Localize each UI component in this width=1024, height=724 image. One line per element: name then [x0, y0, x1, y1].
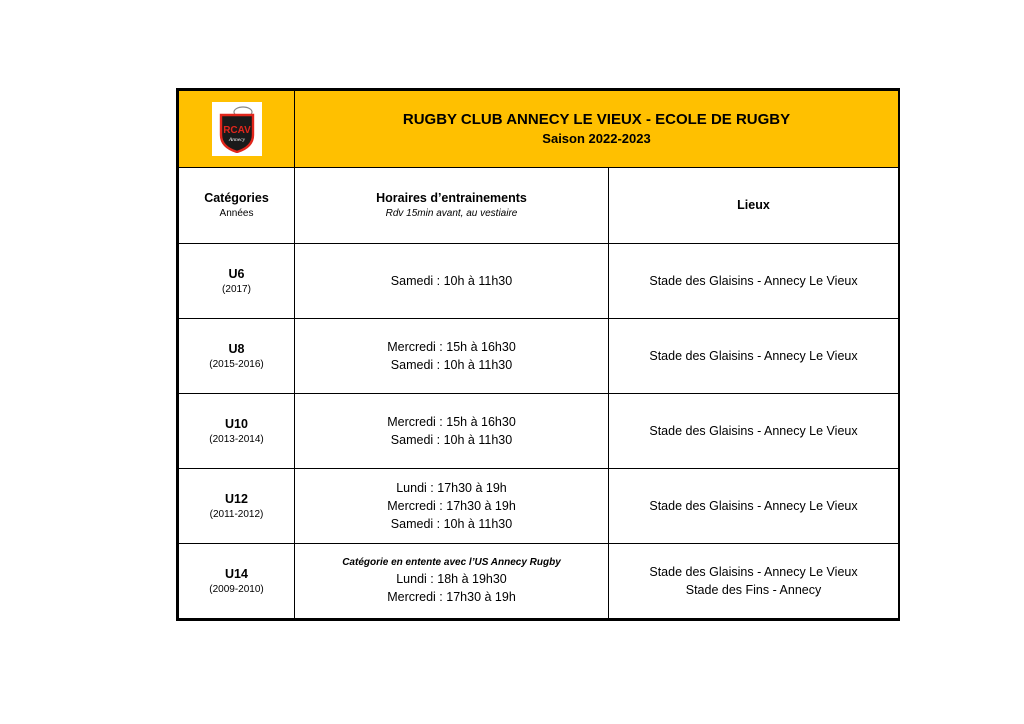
category-header-title: Catégories: [204, 191, 269, 205]
schedule-cell: [295, 544, 609, 619]
location-cell: [609, 469, 899, 544]
category-cell: [179, 394, 295, 469]
schedule-line: Samedi : 10h à 11h30: [390, 358, 513, 372]
location-line: Stade des Glaisins - Annecy Le Vieux: [649, 349, 858, 363]
location-line: Stade des Glaisins - Annecy Le Vieux: [649, 499, 858, 513]
location-line: Stade des Glaisins - Annecy Le Vieux: [649, 565, 858, 579]
schedule-header-sub: Rdv 15min avant, au vestiaire: [385, 208, 518, 219]
logo-text: RCAV: [222, 125, 251, 136]
page-title: RUGBY CLUB ANNECY LE VIEUX - ECOLE DE RUGBY: [402, 111, 791, 128]
location-cell: [609, 394, 899, 469]
category-cell: [179, 319, 295, 394]
table-row: [179, 394, 899, 469]
category-name: U14: [225, 566, 248, 581]
location-cell: [609, 244, 899, 319]
category-name: U8: [228, 341, 245, 356]
location-cell: [609, 319, 899, 394]
location-cell: [609, 544, 899, 619]
location-line: Stade des Glaisins - Annecy Le Vieux: [649, 424, 858, 438]
schedule-sheet: [176, 88, 900, 621]
header-row: [179, 91, 899, 168]
location-line: Stade des Glaisins - Annecy Le Vieux: [649, 274, 858, 288]
schedule-header: [295, 168, 609, 244]
schedule-line: Samedi : 10h à 11h30: [390, 433, 513, 447]
schedule-cell: [295, 394, 609, 469]
category-years: (2015-2016): [209, 358, 264, 370]
schedule-line: Lundi : 18h à 19h30: [396, 572, 507, 586]
category-name: U12: [225, 491, 248, 506]
title-cell: [295, 91, 899, 168]
schedule-cell: [295, 244, 609, 319]
schedule-line: Mercredi : 17h30 à 19h: [387, 590, 516, 604]
schedule-header-title: Horaires d’entrainements: [376, 191, 527, 205]
category-years: (2013-2014): [209, 433, 264, 445]
category-header: [179, 168, 295, 244]
location-line: Stade des Fins - Annecy: [685, 583, 822, 597]
table-row: [179, 469, 899, 544]
schedule-line: Mercredi : 17h30 à 19h: [387, 499, 516, 513]
category-header-sub: Années: [219, 208, 254, 219]
table-row: [179, 544, 899, 619]
table-row: [179, 319, 899, 394]
location-header: [609, 168, 899, 244]
schedule-cell: [295, 319, 609, 394]
schedule-note: Catégorie en entente avec l’US Annecy Rugby: [342, 557, 561, 568]
column-header-row: [179, 168, 899, 244]
schedule-line: Samedi : 10h à 11h30: [390, 517, 513, 531]
schedule-line: Mercredi : 15h à 16h30: [387, 415, 516, 429]
season-label: Saison 2022-2023: [542, 131, 651, 146]
category-name: U6: [228, 266, 245, 281]
club-logo: [212, 102, 262, 156]
table-row: [179, 244, 899, 319]
schedule-line: Lundi : 17h30 à 19h: [396, 481, 507, 495]
shield-icon: [217, 105, 257, 153]
category-years: (2009-2010): [209, 583, 264, 595]
logo-subtext: Annecy: [228, 137, 245, 143]
category-cell: [179, 469, 295, 544]
schedule-line: Mercredi : 15h à 16h30: [387, 340, 516, 354]
location-header-title: Lieux: [737, 198, 770, 212]
category-cell: [179, 244, 295, 319]
schedule-cell: [295, 469, 609, 544]
schedule-table: [178, 90, 899, 619]
schedule-line: Samedi : 10h à 11h30: [390, 274, 513, 288]
category-years: (2017): [222, 283, 251, 295]
category-name: U10: [225, 416, 248, 431]
category-years: (2011-2012): [209, 508, 264, 520]
rows-body: [179, 244, 899, 619]
logo-cell: [179, 91, 295, 168]
category-cell: [179, 544, 295, 619]
